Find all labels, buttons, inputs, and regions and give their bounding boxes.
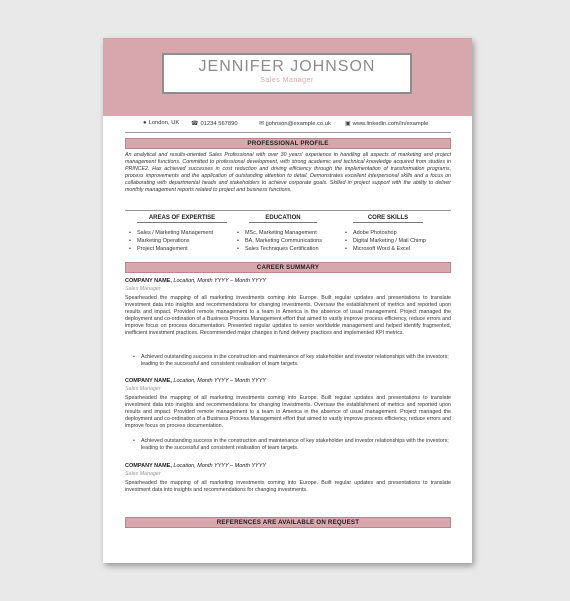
phone-icon: ☎: [191, 121, 199, 127]
references-footer: REFERENCES ARE AVAILABLE ON REQUEST: [125, 517, 451, 528]
education-list: [237, 229, 322, 253]
list-item: • Marketing Operations: [129, 237, 213, 245]
profile-divider: [125, 210, 451, 211]
list-item: • Microsoft Word & Excel: [345, 245, 426, 253]
list-item: • BA, Marketing Communications: [237, 237, 322, 245]
expertise-heading: AREAS OF EXPERTISE: [137, 215, 227, 223]
location-pin-icon: ●: [143, 120, 147, 126]
profile-text: An analytical and results-oriented Sales Professional with over 30 years' experience in handling all aspects of marketing and project management functions. Committed to professional development, with strong academic and technical knowledge acquired from studies in PRINCE2. Has achieved successes in cost reduction and driving efficiency through the implementation of transformation programs, process improvements and the application of outstanding attention to detail. Demonstrates excellent interpersonal skills and a focus on collaborating with departmental heads and stakeholders to achieve corporate goals. Skilled in project support with the ability to deliver monthly management reports related to project and business functions.: [125, 152, 451, 193]
job-bullet-1: • Achieved outstanding success in the construction and maintenance of key stakeholder and investor relationships with the investors; leading to the successful and consistent realisation of team targets.: [133, 354, 449, 367]
list-item: • Project Management: [129, 245, 213, 253]
job-title-1: COMPANY NAME, Location, Month YYYY – Month YYYY: [125, 278, 267, 284]
candidate-name: JENNIFER JOHNSON: [198, 58, 376, 75]
linkedin-icon: ▣: [345, 121, 351, 127]
job-role-2: Sales Manager: [125, 386, 161, 392]
core-skills-list: [345, 229, 426, 253]
career-heading: CAREER SUMMARY: [125, 262, 451, 273]
contact-email[interactable]: ✉ jjohnson@example.co.uk: [259, 121, 331, 127]
job-role-3: Sales Manager: [125, 471, 161, 477]
list-item: • Adobe Photoshop: [345, 229, 426, 237]
contact-linkedin[interactable]: ▣ www.linkedin.com/in/example: [345, 121, 429, 127]
list-item: • MSc, Marketing Management: [237, 229, 322, 237]
profile-heading: PROFESSIONAL PROFILE: [125, 138, 451, 149]
contact-bar: [103, 120, 472, 130]
contact-divider: [125, 132, 451, 133]
contact-phone: ☎ 01234 567890: [191, 121, 238, 127]
email-icon: ✉: [259, 121, 265, 127]
name-box: [162, 53, 412, 94]
list-item: • Digital Marketing / Mail Chimp: [345, 237, 426, 245]
job-description-1: Spearheaded the mapping of all marketing investments coming into Europe. Built regular updates and presentations to translate investment data into insights and recommendations for changing investments. Oversaw the establishment of metrics and reported upon results and impact. Provided remote management to a team in America in the absence of usual management. Project managed the deployment and co-ordination of a Business Process Management effort that aimed to vastly improve process efficiency, reduce errors and improve focus on process documentation. Presented regular updates to senior worldwide management and helped identify fragmented, inefficient investment practices. Recommended major changes in fund delivery practices and implemented KPI metrics.: [125, 295, 451, 336]
job-title-3: COMPANY NAME, Location, Month YYYY – Month YYYY: [125, 463, 267, 469]
list-item: • Sales / Marketing Management: [129, 229, 213, 237]
contact-location: ● London, UK: [143, 120, 180, 126]
job-description-2: Spearheaded the mapping of all marketing investments coming into Europe. Built regular updates and presentations to translate investment data into insights and recommendations for changing investments. Oversaw the establishment of metrics and reported upon results and impact. Provided remote management to a team in America in the absence of usual management. Project managed the deployment and co-ordination of a Business Process Management effort that aimed to vastly improve process efficiency, reduce errors and improve focus on process documentation.: [125, 395, 451, 429]
job-title-2: COMPANY NAME, Location, Month YYYY – Month YYYY: [125, 378, 267, 384]
candidate-role: Sales Manager: [260, 77, 314, 84]
list-item: • Sales Techniques Certification: [237, 245, 322, 253]
core-skills-heading: CORE SKILLS: [353, 215, 423, 223]
expertise-list: [129, 229, 213, 253]
job-role-1: Sales Manager: [125, 286, 161, 292]
education-heading: EDUCATION: [249, 215, 317, 223]
job-description-3: Spearheaded the mapping of all marketing investments coming into Europe. Built regular updates and presentations to translate investment data into insights and recommendations for changing investments.: [125, 480, 451, 493]
resume-page: [103, 38, 472, 563]
job-bullet-2: • Achieved outstanding success in the construction and maintenance of key stakeholder and investor relationships with the investors; leading to the successful and consistent realisation of team targets.: [133, 438, 449, 451]
